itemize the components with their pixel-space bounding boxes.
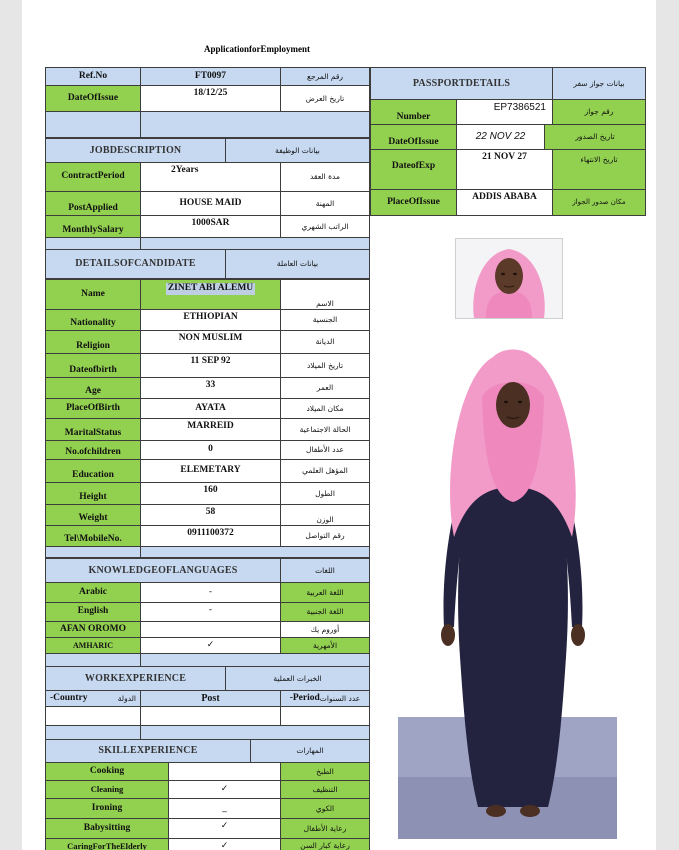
nationality-label: Nationality (45, 309, 141, 331)
education-ar: المؤهل العلمي (280, 459, 370, 483)
skill-elderly-label: CaringForTheElderly (45, 838, 169, 850)
weight-value: 58 (140, 504, 281, 526)
nationality-value: ETHIOPIAN (140, 309, 281, 331)
lang-english-label: English (45, 602, 141, 622)
lang-arabic-ar: اللغة العربية (280, 582, 370, 603)
lang-english-ar: اللغة الجنبية (280, 602, 370, 622)
col-period (280, 690, 370, 707)
lang-english-value: - (140, 602, 281, 622)
skill-babysitting-ar: رعاية الأطفال (280, 818, 370, 839)
lang-oromo-ar: أوروم يك (280, 621, 370, 638)
height-value: 160 (140, 482, 281, 505)
col-post: Post (140, 690, 281, 707)
skill-cooking-label: Cooking (45, 762, 169, 781)
col-period-label: -Period (289, 692, 320, 703)
ref-no-ar: رقم المرجع (280, 67, 370, 86)
height-ar: الطول (280, 482, 370, 505)
weight-ar: الوزن (280, 504, 370, 526)
post-applied-ar: المهنة (280, 191, 370, 216)
lang-amharic-ar: الأمهرية (280, 637, 370, 654)
spacer-cell (140, 725, 370, 740)
monthly-salary-ar: الراتب الشهري (280, 215, 370, 238)
work-experience-header-ar: الخبرات العملية (225, 666, 370, 691)
name-ar: الاسم (280, 279, 370, 310)
date-of-issue-value: 18/12/25 (140, 85, 281, 112)
passport-number-ar: رقم جواز (552, 99, 646, 125)
skill-ironing-ar: الكوي (280, 798, 370, 819)
languages-header: KNOWLEDGEOFLANGUAGES (45, 558, 281, 583)
children-ar: عدد الأطفال (280, 440, 370, 460)
age-label: Age (45, 377, 141, 399)
skill-cleaning-label: Cleaning (45, 780, 169, 799)
passport-number-value: EP7386521 (456, 99, 553, 125)
skill-cooking-value (168, 762, 281, 781)
monthly-salary-label: MonthlySalary (45, 215, 141, 238)
lang-amharic-value: ✓ (140, 637, 281, 654)
spacer-cell (140, 546, 370, 558)
passport-place-ar: مكان صدور الجواز (552, 189, 646, 216)
education-value: ELEMETARY (140, 459, 281, 483)
education-label: Education (45, 459, 141, 483)
skill-cleaning-ar: التنظيف (280, 780, 370, 799)
spacer-cell (45, 653, 141, 667)
work-row-country (45, 706, 141, 726)
dob-label: Dateofbirth (45, 353, 141, 378)
phone-value: 0911100372 (140, 525, 281, 547)
application-form (22, 0, 656, 850)
skill-elderly-value: ✓ (168, 838, 281, 850)
name-label: Name (45, 279, 141, 310)
date-of-issue-label: DateOfIssue (45, 85, 141, 112)
marital-status-label: MaritalStatus (45, 418, 141, 441)
skill-cleaning-value: ✓ (168, 780, 281, 799)
spacer-cell (140, 111, 370, 138)
phone-ar: رقم التواصل (280, 525, 370, 547)
work-row-period (280, 706, 370, 726)
full-body-figure (398, 337, 617, 839)
col-country (45, 690, 141, 707)
skill-ironing-value: _ (168, 798, 281, 819)
col-country-ar: الدولة (117, 693, 136, 703)
passport-exp-value: 21 NOV 27 (456, 149, 553, 190)
lang-oromo-value (140, 621, 281, 638)
work-experience-header: WORKEXPERIENCE (45, 666, 226, 691)
name-value: ZINET ABI ALEMU (167, 283, 254, 293)
form-title: ApplicationforEmployment (204, 44, 311, 54)
skill-experience-header: SKILLEXPERIENCE (45, 739, 251, 763)
religion-value: NON MUSLIM (140, 330, 281, 354)
nationality-ar: الجنسية (280, 309, 370, 331)
ref-no-value: FT0097 (140, 67, 281, 86)
lang-oromo-label: AFAN OROMO (45, 621, 141, 638)
place-of-birth-value: AYATA (140, 398, 281, 419)
marital-status-ar: الحالة الاجتماعية (280, 418, 370, 441)
candidate-details-header: DETAILSOFCANDIDATE (45, 249, 226, 279)
lang-arabic-label: Arabic (45, 582, 141, 603)
spacer-cell (45, 111, 141, 138)
job-description-header: JOBDESCRIPTION (45, 138, 226, 163)
passport-issue-value: 22 NOV 22 (456, 124, 545, 150)
place-of-birth-ar: مكان الميلاد (280, 398, 370, 419)
post-applied-label: PostApplied (45, 191, 141, 216)
passport-number-label: Number (370, 99, 457, 125)
lang-amharic-label: AMHARIC (45, 637, 141, 654)
lang-arabic-value: - (140, 582, 281, 603)
skill-elderly-ar: رعاية كبار السن (280, 838, 370, 850)
spacer-cell (45, 725, 141, 740)
portrait-figure (456, 239, 562, 318)
phone-label: Tel\MobileNo. (45, 525, 141, 547)
passport-exp-label: DateofExp (370, 149, 457, 190)
contract-period-value: 2Years (140, 162, 281, 192)
passport-details-header: PASSPORTDETAILS (370, 67, 553, 100)
skill-cooking-ar: الطبخ (280, 762, 370, 781)
children-value: 0 (140, 440, 281, 460)
job-description-header-ar: بيانات الوظيفة (225, 138, 370, 163)
spacer-cell (140, 653, 370, 667)
passport-issue-ar: تاريخ الصدور (544, 124, 646, 150)
age-value: 33 (140, 377, 281, 399)
marital-status-value: MARREID (140, 418, 281, 441)
skill-ironing-label: Ironing (45, 798, 169, 819)
monthly-salary-value: 1000SAR (140, 215, 281, 238)
dob-value: 11 SEP 92 (140, 353, 281, 378)
height-label: Height (45, 482, 141, 505)
skill-experience-header-ar: المهارات (250, 739, 370, 763)
passport-place-label: PlaceOfIssue (370, 189, 457, 216)
religion-label: Religion (45, 330, 141, 354)
date-of-issue-ar: تاريخ العرض (280, 85, 370, 112)
name-value-cell (140, 279, 281, 310)
col-country-label: -Country (50, 692, 88, 703)
children-label: No.ofchildren (45, 440, 141, 460)
full-body-photo (398, 337, 617, 839)
dob-ar: تاريخ الميلاد (280, 353, 370, 378)
age-ar: العمر (280, 377, 370, 399)
work-row-post (140, 706, 281, 726)
ref-no-label: Ref.No (45, 67, 141, 86)
spacer-cell (45, 546, 141, 558)
post-applied-value: HOUSE MAID (140, 191, 281, 216)
candidate-details-header-ar: بيانات العاملة (225, 249, 370, 279)
passport-details-header-ar: بيانات جواز سفر (552, 67, 646, 100)
skill-babysitting-label: Babysitting (45, 818, 169, 839)
portrait-photo (455, 238, 563, 319)
passport-exp-ar: تاريخ الانتهاء (552, 149, 646, 190)
skill-babysitting-value: ✓ (168, 818, 281, 839)
passport-place-value: ADDIS ABABA (456, 189, 553, 216)
passport-issue-label: DateOfIssue (370, 124, 457, 150)
weight-label: Weight (45, 504, 141, 526)
col-period-ar: عدد السنوات (319, 693, 361, 703)
place-of-birth-label: PlaceOfBirth (45, 398, 141, 419)
contract-period-ar: مدة العقد (280, 162, 370, 192)
contract-period-label: ContractPeriod (45, 162, 141, 192)
languages-header-ar: اللغات (280, 558, 370, 583)
religion-ar: الديانة (280, 330, 370, 354)
